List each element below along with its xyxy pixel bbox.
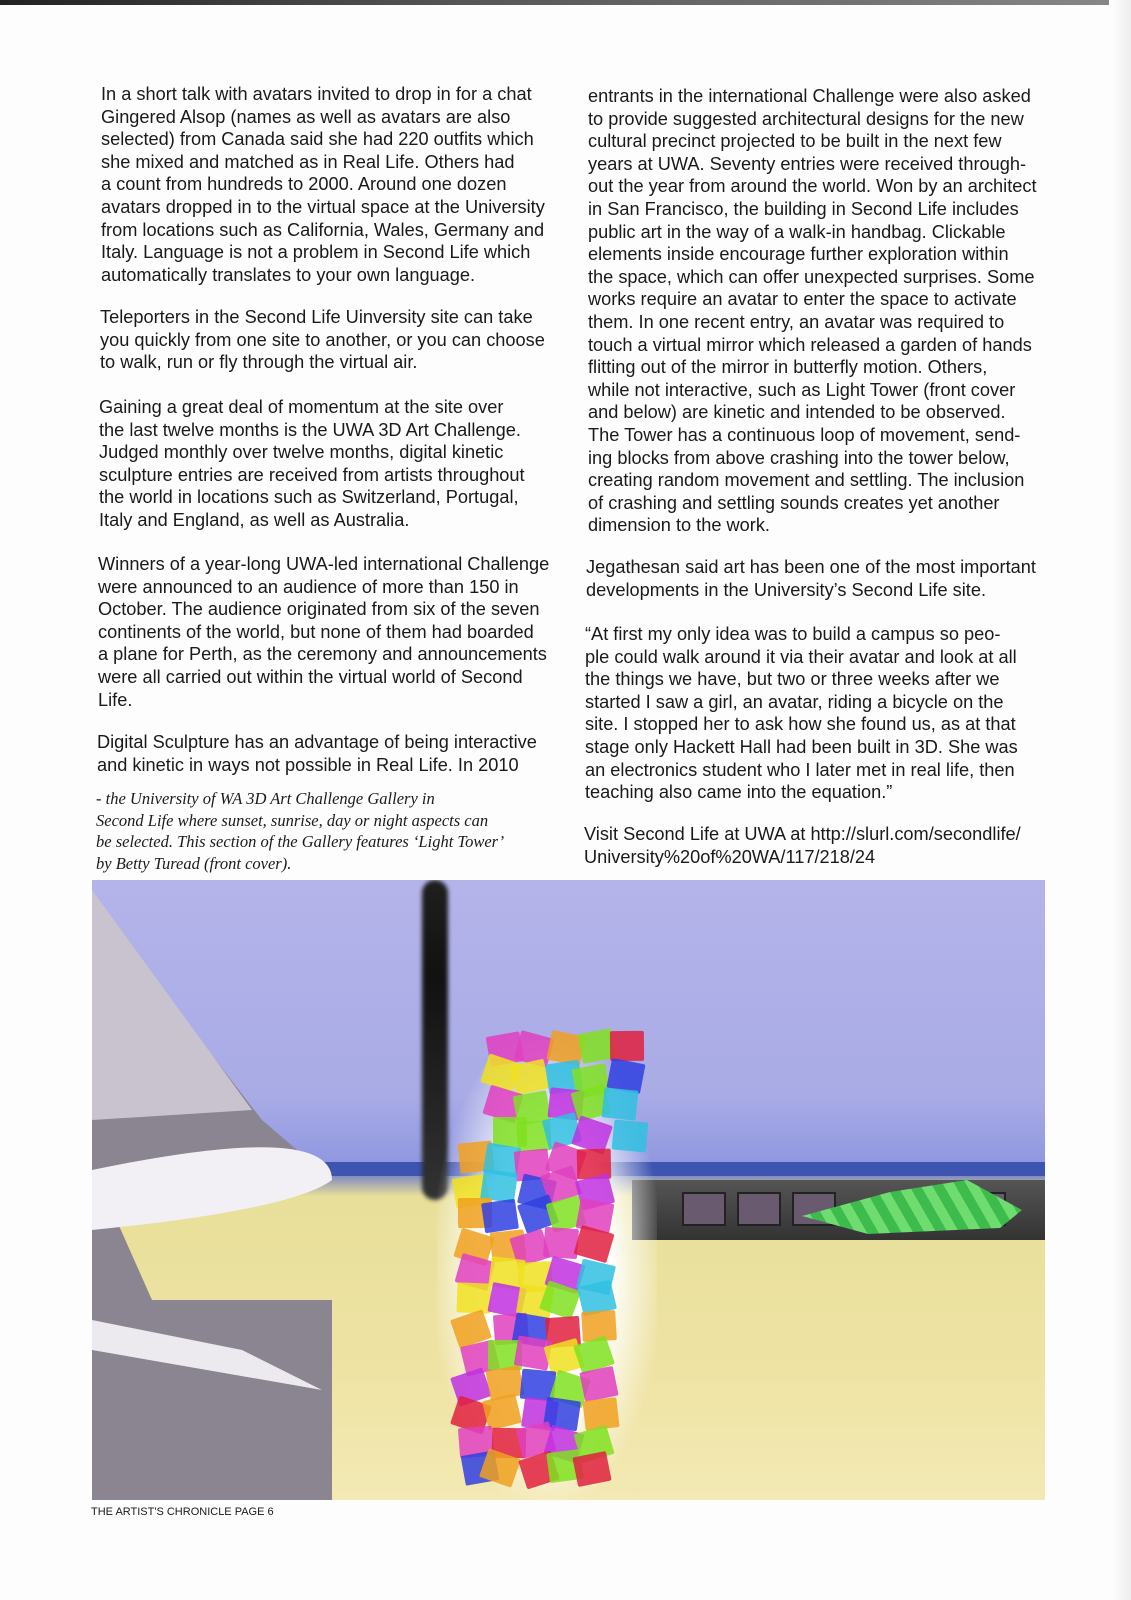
tower-block bbox=[601, 1088, 638, 1121]
right-paragraph-4 bbox=[584, 823, 1021, 868]
tower-block bbox=[612, 1119, 649, 1152]
text-line: dimension to the work. bbox=[588, 515, 770, 536]
scan-top-edge bbox=[0, 0, 1131, 5]
right-paragraph-2 bbox=[586, 556, 1036, 601]
text-line: of crashing and settling sounds creates yet another bbox=[588, 492, 1000, 513]
text-line: Italy. Language is not a problem in Second Life which bbox=[101, 242, 531, 263]
text-line: creating random movement and settling. The inclusion bbox=[588, 470, 1025, 491]
text-line: the world in locations such as Switzerland, Portugal, bbox=[99, 487, 519, 508]
text-line: them. In one recent entry, an avatar was required to bbox=[588, 311, 1005, 332]
text-line: Italy and England, as well as Australia. bbox=[99, 509, 410, 530]
tower-block bbox=[610, 1031, 644, 1061]
right-paragraph-1 bbox=[588, 85, 1037, 537]
text-line: an electronics student who I later met in real life, then bbox=[585, 759, 1015, 780]
text-line: out the year from around the world. Won by an architect bbox=[588, 176, 1037, 197]
text-line: entrants in the international Challenge were also asked bbox=[588, 86, 1031, 106]
text-line: The Tower has a continuous loop of movement, send- bbox=[588, 424, 1021, 445]
text-line: In a short talk with avatars invited to drop in for a chat bbox=[101, 84, 532, 104]
tower-block bbox=[457, 1282, 492, 1313]
text-line: automatically translates to your own language. bbox=[101, 264, 476, 285]
text-line: in San Francisco, the building in Second Life includes bbox=[588, 198, 1019, 219]
left-paragraph-5 bbox=[97, 731, 537, 776]
right-paragraph-3 bbox=[585, 623, 1018, 804]
text-line: ple could walk around it via their avatar and look at all bbox=[585, 646, 1017, 667]
text-line: touch a virtual mirror which released a garden of hands bbox=[588, 334, 1032, 355]
text-line: University%20of%20WA/117/218/24 bbox=[584, 846, 876, 867]
text-line: she mixed and matched as in Real Life. Others had bbox=[101, 151, 515, 172]
text-line: the things we have, but two or three weeks after we bbox=[585, 669, 1000, 690]
text-line: the space, which can offer unexpected surprises. Some bbox=[588, 266, 1035, 287]
text-line: while not interactive, such as Light Tower (front cover bbox=[588, 379, 1016, 400]
left-paragraph-2 bbox=[100, 306, 545, 374]
left-paragraph-3 bbox=[99, 396, 525, 532]
text-line: sculpture entries are received from artists throughout bbox=[99, 464, 525, 485]
text-line: Judged monthly over twelve months, digital kinetic bbox=[99, 442, 504, 463]
text-line: years at UWA. Seventy entries were received through- bbox=[588, 153, 1027, 174]
text-line: Jegathesan said art has been one of the most important bbox=[586, 557, 1036, 577]
text-line: be selected. This section of the Gallery features ‘Light Tower’ bbox=[96, 832, 505, 851]
text-line: and kinetic in ways not possible in Real Life. In 2010 bbox=[97, 754, 519, 775]
text-line: Life. bbox=[98, 689, 133, 710]
text-line: “At first my only idea was to build a campus so peo- bbox=[585, 624, 1001, 644]
text-line: were announced to an audience of more than 150 in bbox=[98, 576, 519, 597]
text-line: ing blocks from above crashing into the tower below, bbox=[588, 447, 1010, 468]
photo-caption bbox=[96, 788, 504, 874]
page-footer: THE ARTIST'S CHRONICLE PAGE 6 bbox=[91, 1506, 274, 1518]
text-line: selected) from Canada said she had 220 outfits which bbox=[101, 129, 534, 150]
text-line: flitting out of the mirror in butterfly motion. Others, bbox=[588, 357, 988, 378]
left-paragraph-1 bbox=[101, 83, 545, 286]
light-tower-gallery-photo bbox=[92, 880, 1045, 1500]
text-line: teaching also came into the equation.” bbox=[585, 782, 893, 803]
text-line: site. I stopped her to ask how she found us, as at that bbox=[585, 714, 1016, 735]
text-line: Second Life where sunset, sunrise, day or night aspects can bbox=[96, 810, 489, 830]
text-line: Gingered Alsop (names as well as avatars are also bbox=[101, 106, 511, 127]
text-line: to provide suggested architectural designs for the new bbox=[588, 108, 1024, 129]
white-building bbox=[92, 880, 332, 1500]
text-line: cultural precinct projected to be built in the next few bbox=[588, 131, 1002, 152]
text-line: a count from hundreds to 2000. Around one dozen bbox=[101, 174, 507, 195]
tower-block bbox=[482, 1393, 522, 1430]
text-line: October. The audience originated from six of the seven bbox=[98, 599, 540, 620]
text-line: Winners of a year-long UWA-led international Challenge bbox=[98, 554, 550, 574]
scan-right-edge bbox=[1109, 0, 1131, 1600]
text-line: a plane for Perth, as the ceremony and announcements bbox=[98, 644, 547, 665]
text-line: and below) are kinetic and intended to be observed. bbox=[588, 402, 1006, 423]
text-line: - the University of WA 3D Art Challenge Gallery in bbox=[96, 789, 435, 808]
text-line: Teleporters in the Second Life Uinversity site can take bbox=[100, 307, 533, 327]
text-line: developments in the University’s Second Life site. bbox=[586, 579, 987, 600]
text-line: were all carried out within the virtual world of Second bbox=[98, 666, 523, 687]
text-line: stage only Hackett Hall had been built in 3D. She was bbox=[585, 736, 1018, 757]
tower-block bbox=[481, 1199, 519, 1234]
text-line: you quickly from one site to another, or you can choose bbox=[100, 329, 545, 350]
text-line: the last twelve months is the UWA 3D Art Challenge. bbox=[99, 419, 521, 440]
tower-block bbox=[543, 1227, 579, 1259]
tower-block bbox=[572, 1451, 611, 1487]
text-line: started I saw a girl, an avatar, riding a bicycle on the bbox=[585, 691, 1004, 712]
light-tower-sculpture bbox=[452, 1030, 642, 1500]
text-line: Digital Sculpture has an advantage of being interactive bbox=[97, 732, 537, 752]
text-line: avatars dropped in to the virtual space at the University bbox=[101, 196, 545, 217]
text-line: continents of the world, but none of them had boarded bbox=[98, 621, 534, 642]
text-line: elements inside encourage further exploration within bbox=[588, 244, 1009, 265]
text-line: to walk, run or fly through the virtual air. bbox=[100, 352, 418, 373]
text-line: Gaining a great deal of momentum at the site over bbox=[99, 397, 504, 417]
text-line: public art in the way of a walk-in handbag. Clickable bbox=[588, 221, 1006, 242]
text-line: Visit Second Life at UWA at http://slurl.com/secondlife/ bbox=[584, 824, 1021, 844]
left-paragraph-4 bbox=[98, 553, 549, 711]
text-line: from locations such as California, Wales, Germany and bbox=[101, 219, 545, 240]
text-line: by Betty Turead (front cover). bbox=[96, 853, 292, 873]
text-line: works require an avatar to enter the space to activate bbox=[588, 289, 1017, 310]
